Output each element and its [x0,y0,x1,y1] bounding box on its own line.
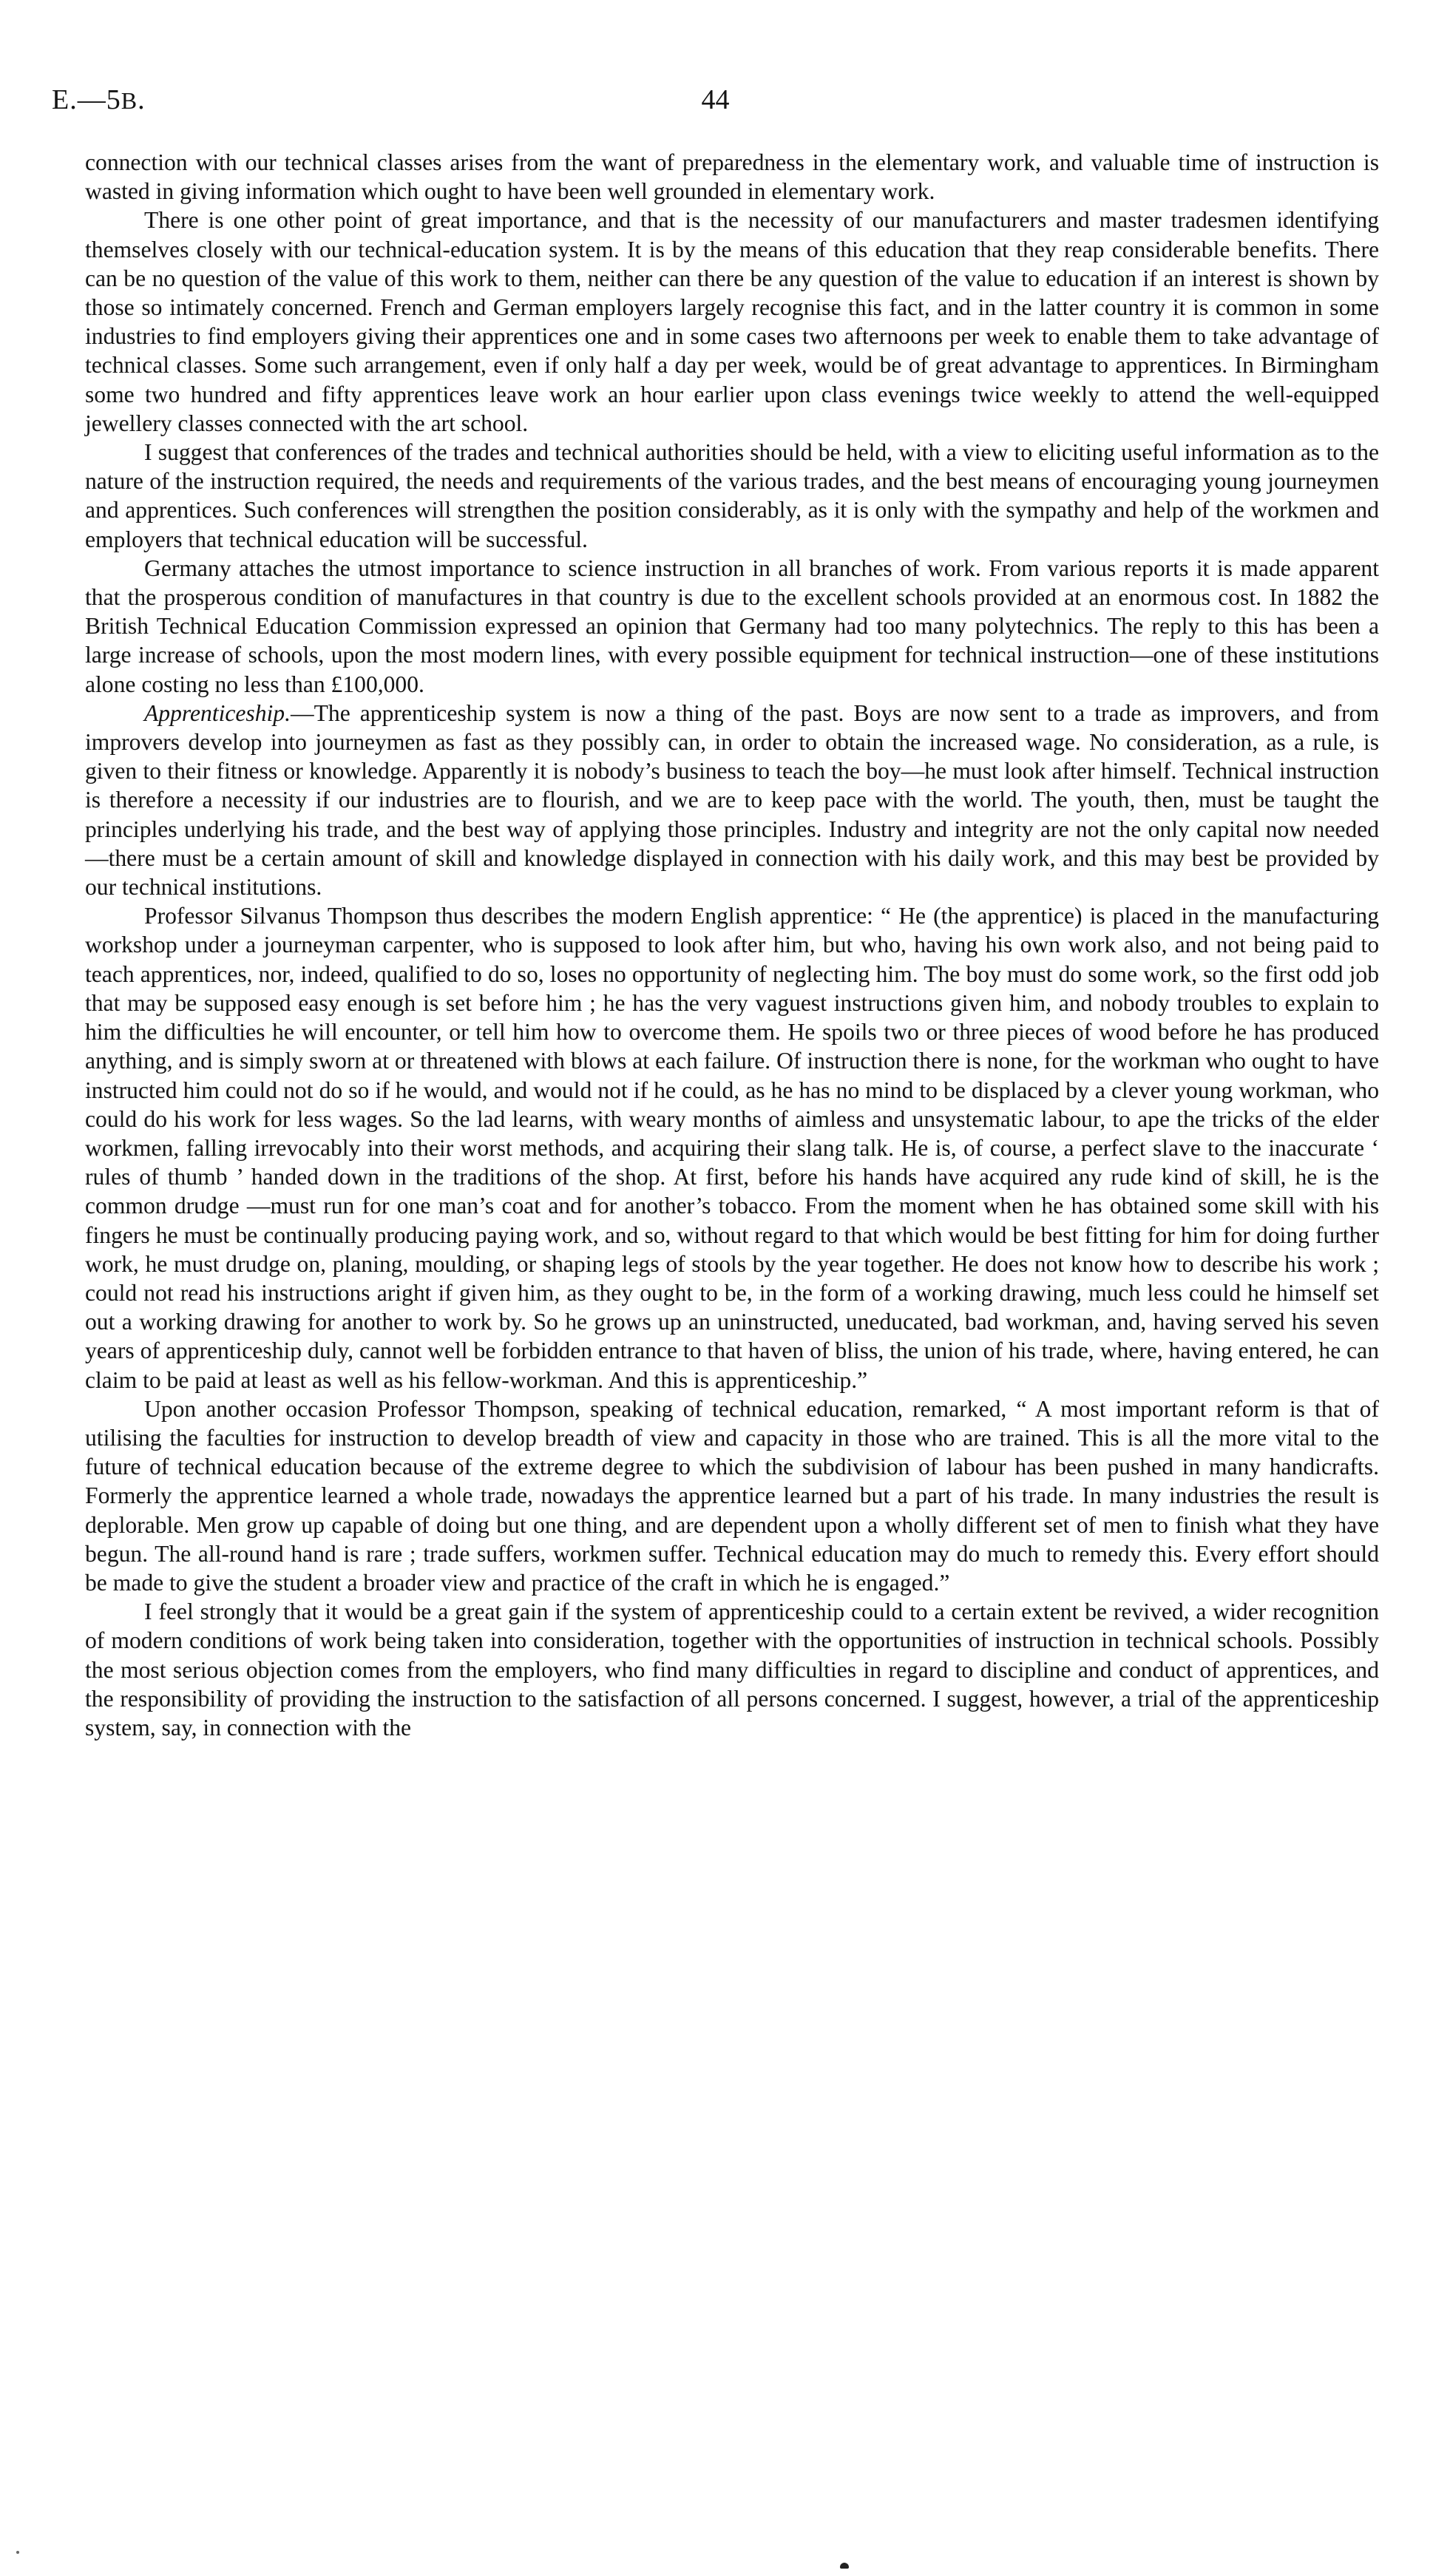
paragraph-conferences: I suggest that conferences of the trades and technical authorities should be held, with a view to eliciting useful information as to the nature of the instruction required, the needs and requirements of the various trades, and the best means of encouraging young journeymen and apprentices. Such conferences will strengthen the position considerably, as it is only with the sympathy and help of the workmen and employers that technical education will be successful. [85,439,1379,552]
apprenticeship-heading: Apprenticeship. [144,699,291,726]
document-reference-main: E.—5 [52,84,121,115]
body-text [85,148,1379,1742]
scan-mark [840,2563,849,2569]
paragraph-thompson-reform: Upon another occasion Professor Thompson, speaking of technical education, remarked, “ A most important reform is that of utilising the faculties for instruction to develop breadth of view and capacity in those who are trained. This is all the more vital to the future of technical education because of the extreme degree to which the subdivision of labour has been pushed in many handicrafts. Formerly the apprentice learned a whole trade, nowadays the apprentice learned but a part of his trade. In many industries the result is deplorable. Men grow up capable of doing but one thing, and are dependent upon a wholly different set of men to finish what they have begun. The all-round hand is rare ; trade suffers, workmen suffer. Technical education may do much to remedy this. Every effort should be made to give the student a broader view and practice of the craft in which he is engaged.” [85,1395,1379,1596]
page-number: 44 [701,84,730,115]
scan-speck [16,2551,19,2554]
page-header [52,80,1379,120]
paragraph-germany: Germany attaches the utmost importance to science instruction in all branches of work. From various reports it is made apparent that the prosperous condition of manufactures in that country is due to the excellent schools provided at an enormous cost. In 1882 the British Technical Education Commission expressed an opinion that Germany had too many polytechnics. The reply to this has been a large increase of schools, upon the most modern lines, with every possible equipment for technical instruction—one of these institutions alone costing no less than £100,000. [85,555,1379,697]
paragraph-continuation: connection with our technical classes arises from the want of preparedness in the elementary work, and valuable time of instruction is wasted in giving information which ought to have been well grounded in elementary work. [85,149,1379,205]
apprenticeship-text: The apprenticeship system is now a thing of the past. Boys are now sent to a trade as improvers, and from improvers develop into journeymen as fast as they possibly can, in order to obtain the increased wage. No consideration, as a rule, is given to their fitness or knowledge. Apparently it is nobody’s business to teach the boy—he must look after himself. Technical instruction is therefore a necessity if our industries are to flourish, and we are to keep pace with the world. The youth, then, must be taught the principles underlying his trade, and the best way of applying those principles. Industry and integrity are not the only capital now needed—there must be a certain amount of skill and knowledge displayed in connection with his daily work, and this may best be provided by our technical institutions. [85,699,1379,901]
paragraph-revival: I feel strongly that it would be a great gain if the system of apprenticeship could to a certain extent be revived, a wider recognition of modern conditions of work being taken into consideration, together with the opportunities of instruction in technical schools. Possibly the most serious objection comes from the employers, who find many difficulties in regard to discipline and conduct of apprentices, and the responsibility of providing the instruction to the satisfaction of all persons concerned. I suggest, however, a trial of the apprenticeship system, say, in connection with the [85,1599,1379,1741]
paragraph-manufacturers: There is one other point of great importance, and that is the necessity of our manufacturers and master tradesmen identifying themselves closely with our technical-education system. It is by the means of this education that they reap considerable benefits. There can be no question of the value of this work to them, neither can there be any question of the value to education if an interest is shown by those so intimately concerned. French and German employers largely recognise this fact, and in the latter country it is common in some industries to find employers giving their apprentices one and in some cases two afternoons per week to enable them to take advantage of technical classes. Some such arrangement, even if only half a day per week, would be of great advantage to apprentices. In Birmingham some two hundred and fifty apprentices leave work an hour earlier upon class evenings twice weekly to attend the well-equipped jewellery classes connected with the art school. [85,207,1379,436]
document-reference-end: . [138,84,146,115]
paragraph-thompson-quote: Professor Silvanus Thompson thus describes the modern English apprentice: “ He (the apprentice) is placed in the manufacturing workshop under a journeyman carpenter, who is supposed to look after him, but who, having his own work also, and not being paid to teach apprentices, nor, indeed, qualified to do so, loses no opportunity of neglecting him. The boy must do some work, so the first odd job that may be supposed easy enough is set before him ; he has the very vaguest instructions given him, and nobody troubles to explain to him the difficulties he will encounter, or tell him how to overcome them. He spoils two or three pieces of wood before he has produced anything, and is simply sworn at or threatened with blows at each failure. Of instruction there is none, for the workman who ought to have instructed him could not do so if he would, and would not if he could, as he has no mind to be displaced by a clever young workman, who could do his work for less wages. So the lad learns, with weary months of aimless and unsystematic labour, to ape the tricks of the elder workmen, falling irrevocably into their worst methods, and acquiring their slang talk. He is, of course, a perfect slave to the inaccurate ‘ rules of thumb ’ handed down in the traditions of the shop. At first, before his hands have acquired any rude kind of skill, he is the common drudge —must run for one man’s coat and for another’s tobacco. From the moment when he has obtained some skill with his fingers he must be continually producing paying work, and so, without regard to that which would be best fitting for him for doing further work, he must drudge on, planing, moulding, or shaping legs of stools by the year together. He does not know how to describe his work ; could not read his instructions aright if given him, as they ought to be, in the form of a working drawing, much less could he himself set out a working drawing for another to work by. So he grows up an uninstructed, uneducated, bad workman, and, having served his seven years of apprenticeship duly, cannot well be forbidden entrance to that haven of bliss, the union of his trade, where, having entered, he can claim to be paid at least as well as his fellow-workman. And this is apprenticeship.” [85,903,1379,1393]
paragraph-apprenticeship: Apprenticeship.—The apprenticeship system is now a thing of the past. Boys are now sent to a trade as improvers, and from improvers develop into journeymen as fast as they possibly can, in order to obtain the increased wage. No consideration, as a rule, is given to their fitness or knowledge. Apparently it is nobody’s business to teach the boy—he must look after himself. Technical instruction is therefore a necessity if our industries are to flourish, and we are to keep pace with the world. The youth, then, must be taught the principles underlying his trade, and the best way of applying those principles. Industry and integrity are not the only capital now needed—there must be a certain amount of skill and knowledge displayed in connection with his daily work, and this may best be provided by our technical institutions. [85,699,1379,901]
document-reference-suffix: B [121,87,138,114]
